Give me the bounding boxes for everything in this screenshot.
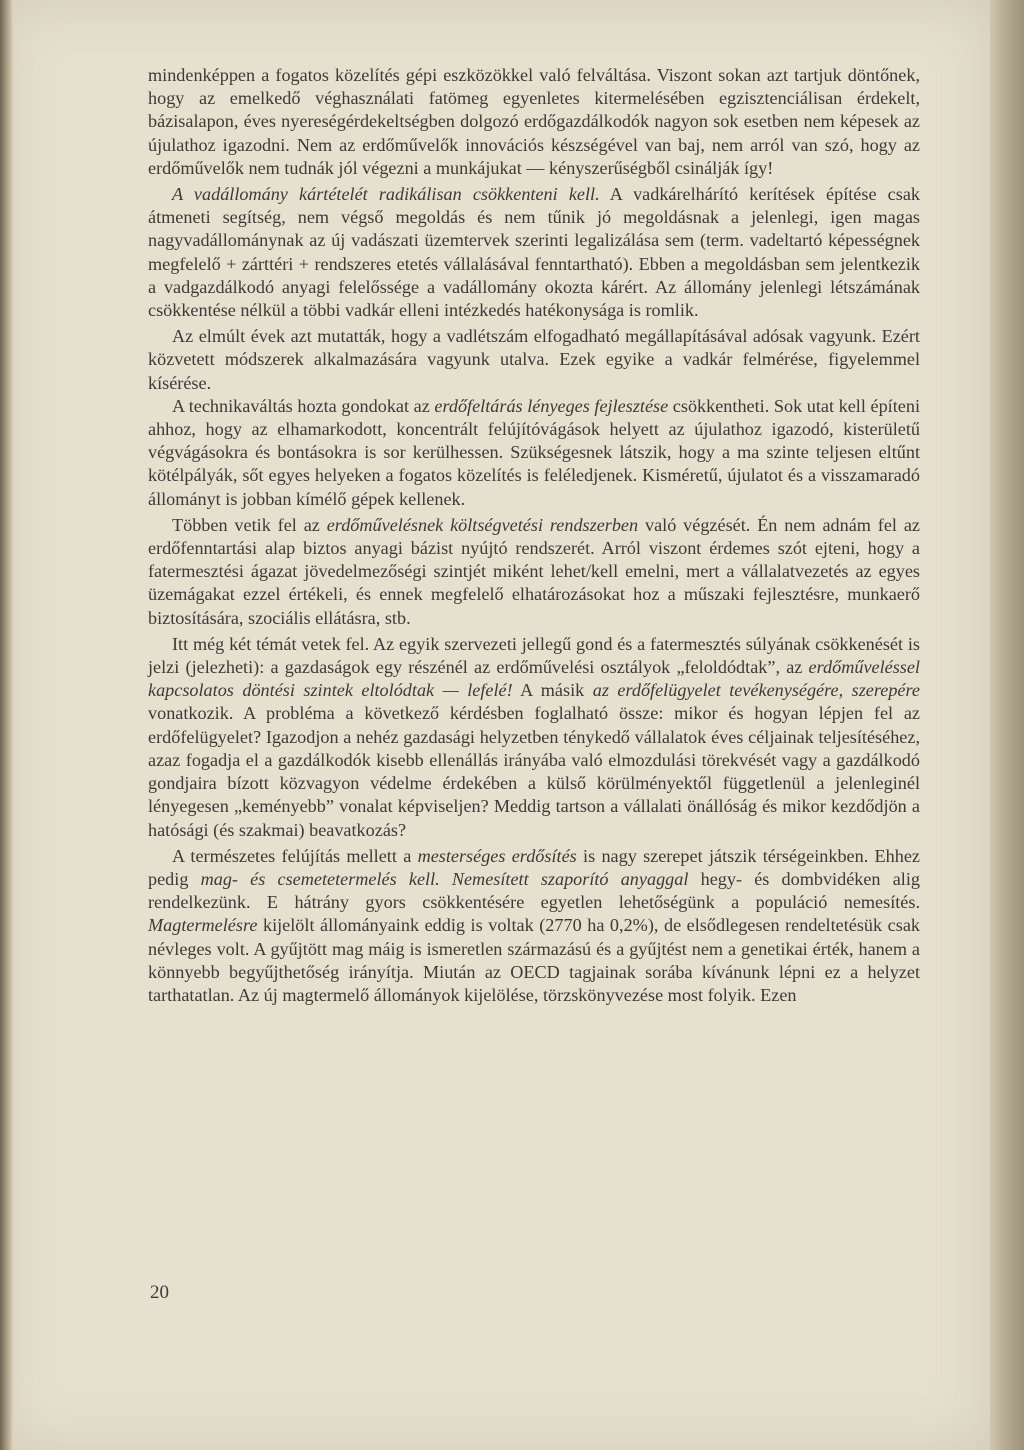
emphasis-run: mesterséges erdősítés	[417, 845, 577, 866]
emphasis-run: erdőműveléssel kapcsolatos döntési szintek eltolódtak — lefelé!	[148, 657, 920, 701]
text-run: A technikaváltás hozta gondokat az	[172, 395, 435, 416]
text-run: való végzését. Én nem adnám fel az erdőfenntartási alap biztos anyagi bázist nyújtó rendszerét. Arról viszont érdemes szót ejteni, hogy a fatermesztési ágazat jövedelmezőségi szintjét miként lehet/kell emelni, mert a vállalatvezetés az egyes üzemágakat ezzel értékeli, és ennek megfelelő elhatározásokat hoz a műszaki fejlesztésre, munkaerő biztosítására, szociális ellátásra, stb.	[148, 514, 920, 628]
text-run: kijelölt állományaink eddig is voltak (2770 ha 0,2%), de elsődlegesen rendeltetésük csak névleges volt. A gyűjtött mag máig is ismeretlen származású és a gyűjtést nem a genetikai érték, hanem a könnyebb begyűjthetőség irányítja. Miután az OECD tagjainak sorába kívánunk lépni ez a helyzet tarthatatlan. Az új magtermelő állományok kijelölése, törzskönyvezése most folyik. Ezen	[148, 915, 920, 1005]
emphasis-run: az erdőfelügyelet tevékenységére, szerepére	[592, 680, 920, 701]
paragraph-3	[148, 325, 920, 395]
emphasis-run: erdőművelésnek költségvetési rendszerben	[326, 514, 639, 535]
text-run: A természetes felújítás mellett a	[172, 845, 418, 866]
text-run: mindenképpen a fogatos közelítés gépi eszközökkel való felváltása. Viszont sokan azt tartjuk döntőnek, hogy az emelkedő véghasználati fatömeg egyenletes kitermelésében egzisztenciálisan érdekelt, bázisalapon, éves nyereségérdekeltségben dolgozó erdőgazdálkodók nagyon sok esetben nem képesek az újulathoz igazodni. Nem az erdőművelők innovációs készségével van baj, nem arról van szó, hogy az erdőművelők nem tudnák jól végezni a munkájukat — kényszerűségből csinálják így!	[148, 65, 920, 178]
text-run: A másik	[512, 680, 593, 701]
emphasis-run: erdőfeltárás lényeges fejlesztése	[434, 395, 669, 416]
paragraph-5	[148, 514, 920, 630]
page-number: 20	[150, 1282, 169, 1303]
text-run: A vadkárelhárító kerítések építése csak átmeneti segítség, nem végső megoldás és nem tűnik jó megoldásnak a jelenlegi, igen magas nagyvadállománynak az új vadászati üzemtervek szerinti legalizálása sem (term. vadeltartó képességnek megfelelő + zárttéri + rendszeres etetés vállalásával fenntartható). Ebben a megoldásban sem jelentkezik a vadgazdálkodó anyagi felelőssége a vadállomány okozta kárért. Az állomány jelenlegi létszámának csökkentése nélkül a többi vadkár elleni intézkedés hatékonysága is romlik.	[148, 184, 920, 321]
text-run: hegy- és dombvidéken alig rendelkezünk. E hátrány gyors csökkentésére egyetlen lehetőségünk a populáció nemesítés.	[148, 868, 920, 913]
emphasis-run: Magtermelésre	[148, 915, 258, 936]
body-text	[148, 64, 920, 1007]
page-edge-stack	[990, 0, 1024, 1450]
paragraph-6	[148, 633, 920, 842]
paragraph-2	[148, 183, 920, 322]
paragraph-7	[148, 845, 920, 1007]
emphasis-run: mag- és csemetetermelés kell. Nemesített szaporító anyaggal	[200, 868, 689, 889]
text-run: Többen vetik fel az	[172, 514, 327, 535]
text-run: Itt még két témát vetek fel. Az egyik szervezeti jellegű gond és a fatermesztés súlyának csökkenését is jelzi (jelezheti): a gazdaságok egy részénél az erdőművelési osztályok „feloldódtak”, az	[148, 633, 920, 678]
text-run: vonatkozik. A probléma a következő kérdésben foglalható össze: mikor és hogyan lépjen fel az erdőfelügyelet? Igazodjon a nehéz gazdasági helyzetben ténykedő vállalatok éves céljainak teljesítéséhez, azaz fogadja el a gazdálkodók kisebb ellenállás irányába való elmozdulási törekvését vagy a gazdálkodó gondjaira bízott közvagyon védelme érdekében a külső körülményektől függetlenül a jelenleginél lényegesen „keményebb” vonalat képviseljen? Meddig tartson a vállalati önállóság és mikor kezdődjön a hatósági (és szakmai) beavatkozás?	[148, 703, 920, 840]
text-run: csökkentheti. Sok utat kell építeni ahhoz, hogy az elhamarkodott, koncentrált felújítóvágások helyett az újulathoz igazodó, kisterületű végvágásokra és bontásokra is sor kerülhessen. Szükségesnek látszik, hogy a ma szinte teljesen eltűnt kötélpályák, sőt egyes helyeken a fogatos közelítés is feléledjenek. Kisméretű, újulatot és a visszamaradó állományt is jobban kímélő gépek kellenek.	[148, 395, 920, 509]
paragraph-4	[148, 395, 920, 511]
text-run: Az elmúlt évek azt mutatták, hogy a vadlétszám elfogadható megállapításával adósak vagyunk. Ezért közvetett módszerek alkalmazására vagyunk utalva. Ezek egyike a vadkár felmérése, figyelemmel kísérése.	[148, 326, 920, 393]
book-spine-shadow	[0, 0, 14, 1450]
text-run: is nagy szerepet játszik térségeinkben. Ehhez pedig	[148, 845, 920, 889]
emphasis-run: A vadállomány kártételét radikálisan csökkenteni kell.	[172, 184, 600, 205]
paragraph-1	[148, 64, 920, 180]
